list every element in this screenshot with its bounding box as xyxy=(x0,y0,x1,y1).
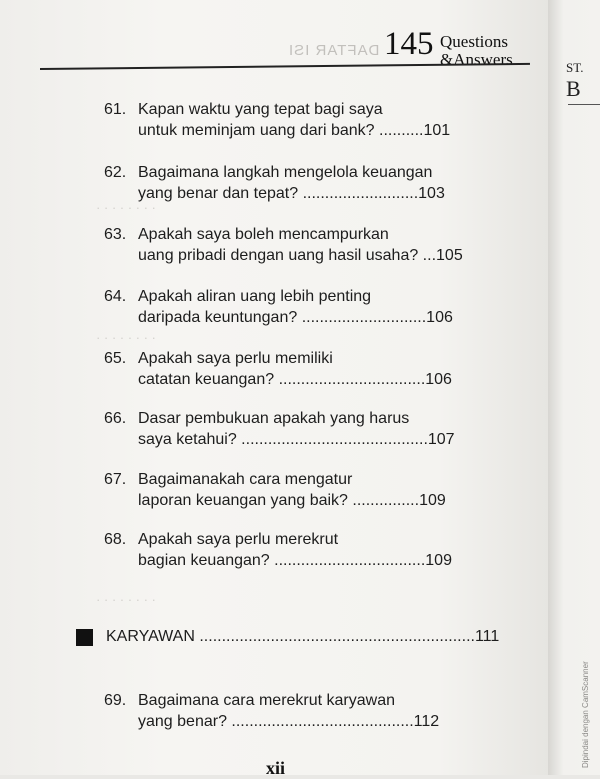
scanner-watermark: Dipindai dengan CamScanner xyxy=(581,661,590,768)
entry-line2: saya ketahui? ..........................................107 xyxy=(138,431,455,448)
show-through-text: · · · · · · · · xyxy=(96,592,156,607)
entry-line2: catatan keuangan? .................................106 xyxy=(138,371,452,388)
entry-number: 67. xyxy=(104,471,127,488)
entry-line2: untuk meminjam uang dari bank? ..........101 xyxy=(138,122,451,139)
entry-number: 64. xyxy=(104,288,127,305)
entry-line1: Bagaimanakah cara mengatur xyxy=(138,471,353,488)
entry-number: 65. xyxy=(104,350,127,367)
entry-line2: bagian keuangan? ..................................109 xyxy=(138,552,452,569)
page-number: xii xyxy=(266,758,286,778)
header-title-line2: &Answers xyxy=(440,50,513,69)
section-karyawan[interactable] xyxy=(76,625,556,651)
entry-number: 66. xyxy=(104,410,127,427)
entry-line2: uang pribadi dengan uang hasil usaha? ...105 xyxy=(138,247,463,264)
entry-line1: Bagaimana cara merekrut karyawan xyxy=(138,692,396,709)
entry-number: 63. xyxy=(104,226,127,243)
entry-line1: Dasar pembukuan apakah yang harus xyxy=(138,410,410,427)
entry-line1: Apakah saya perlu memiliki xyxy=(138,350,333,367)
entry-line2: laporan keuangan yang baik? ...............109 xyxy=(138,492,446,509)
ghost-header-title: DAFTAR ISI xyxy=(288,42,380,59)
entry-number: 61. xyxy=(104,101,127,118)
entry-line2: yang benar dan tepat? ..........................103 xyxy=(138,185,445,202)
show-through-text: · · · · · · · · xyxy=(96,200,156,215)
show-through-text: · · · · · · · · xyxy=(96,330,156,345)
header-title-line1: Questions xyxy=(440,32,508,51)
entry-number: 62. xyxy=(104,164,127,181)
section-bullet-icon xyxy=(76,629,93,646)
entry-line1: Apakah aliran uang lebih penting xyxy=(138,288,372,305)
adjacent-page xyxy=(548,0,600,775)
entry-number: 69. xyxy=(104,692,127,709)
header-number: 145 xyxy=(384,26,434,62)
adjacent-page-letter: B xyxy=(566,76,581,101)
entry-line1: Apakah saya boleh mencampurkan xyxy=(138,226,389,243)
section-label: KARYAWAN ..............................................................111 xyxy=(106,628,500,645)
entry-line1: Kapan waktu yang tepat bagi saya xyxy=(138,101,383,118)
adjacent-page-header: ST. xyxy=(566,60,584,75)
adjacent-page-rule xyxy=(568,104,600,105)
entry-line2: daripada keuntungan? ............................106 xyxy=(138,309,453,326)
entry-number: 68. xyxy=(104,531,127,548)
entry-line2: yang benar? .........................................112 xyxy=(138,713,440,730)
entry-line1: Apakah saya perlu merekrut xyxy=(138,531,339,548)
entry-line1: Bagaimana langkah mengelola keuangan xyxy=(138,164,433,181)
